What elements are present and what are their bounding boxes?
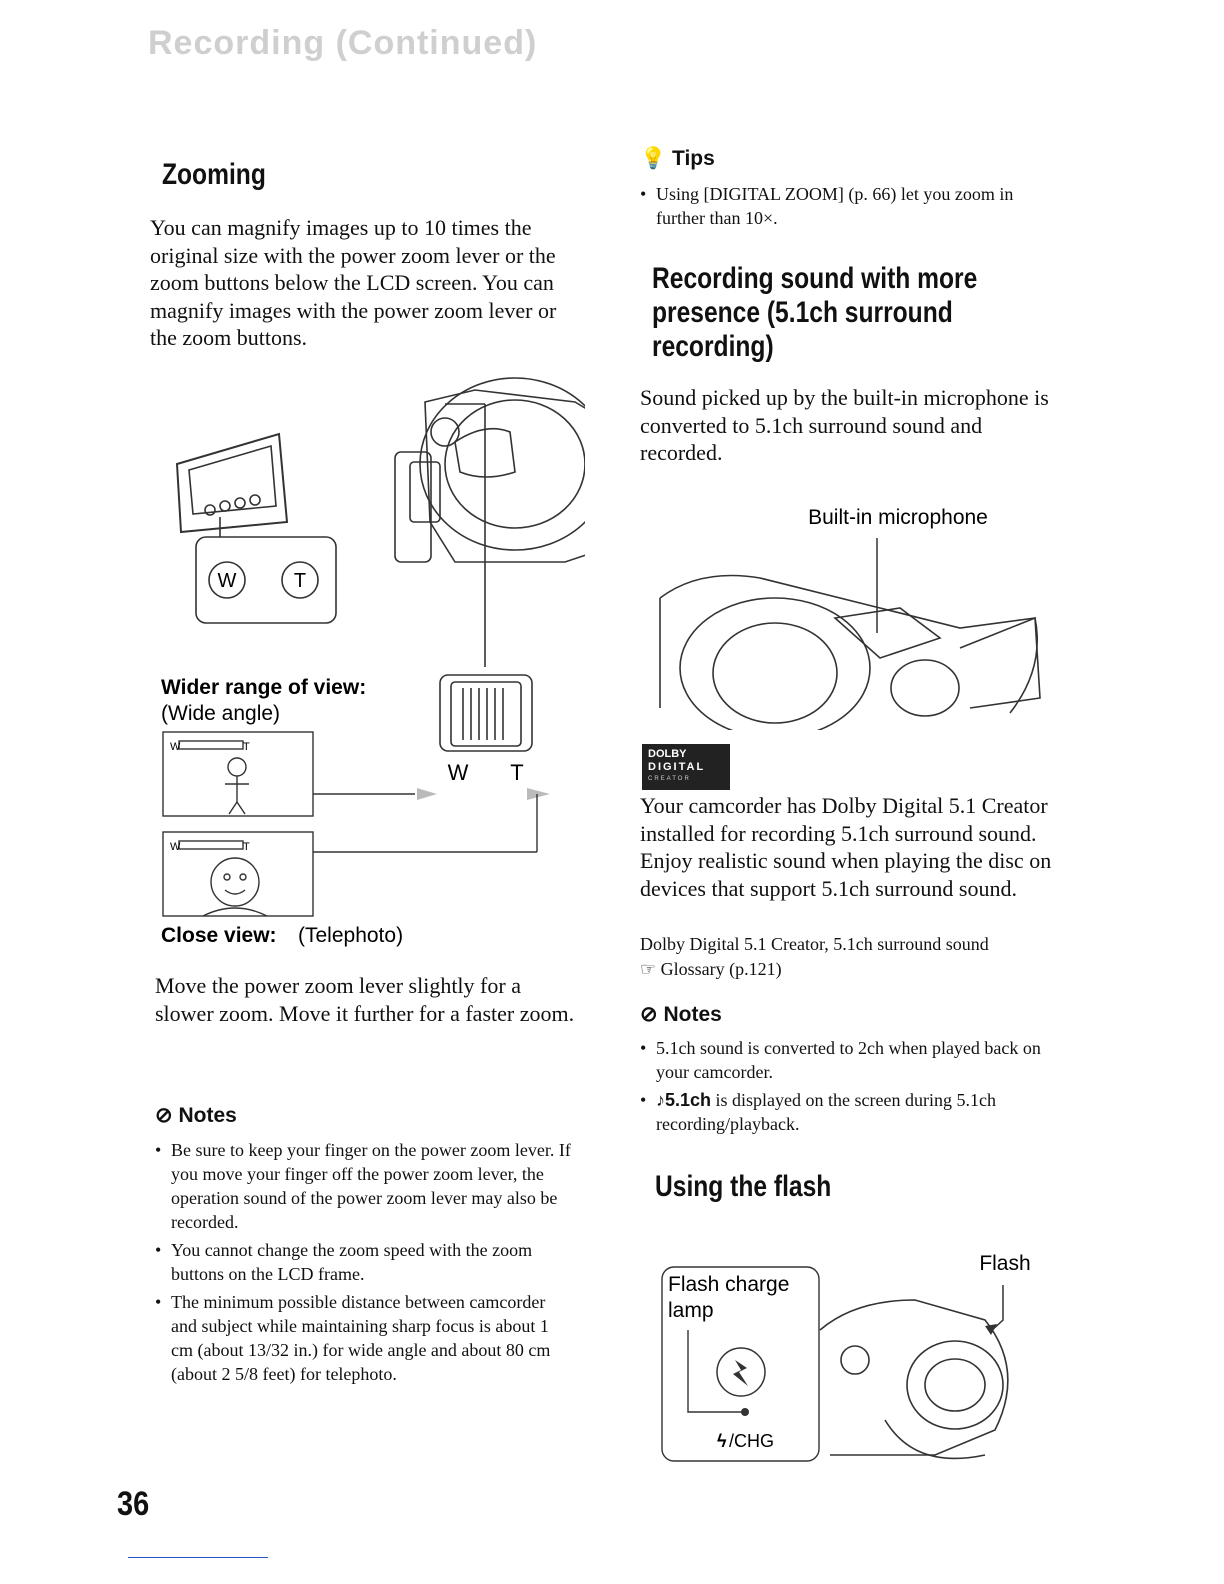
camcorder-top-illustration: [660, 576, 1040, 731]
flash-button-icon: [717, 1348, 765, 1396]
lightbulb-icon: 💡: [640, 147, 667, 170]
lever-t-label: T: [510, 760, 524, 785]
flash-heading: Using the flash: [655, 1170, 832, 1203]
zoom-lever-illustration: [440, 675, 532, 751]
zoom-diagram: [155, 372, 585, 952]
flash-charge-label-2: lamp: [668, 1299, 714, 1322]
wide-label: (Wide angle): [161, 702, 281, 725]
dolby-logo: [642, 744, 730, 790]
surround-indicator-icon: ♪5.1ch: [656, 1090, 712, 1110]
wide-screen-t: T: [243, 741, 250, 753]
chg-lamp-icon: [741, 1408, 749, 1416]
close-screen-w: W: [170, 841, 181, 853]
list-item: • Be sure to keep your finger on the power zoom lever. If you move your finger off the power zoom lever, the operation sound of the power zoom lever may also be recorded.: [155, 1138, 575, 1234]
close-screen-t: T: [243, 841, 250, 853]
surround-indicator-text: is displayed on the screen during 5.1ch recording/playback.: [656, 1090, 996, 1134]
list-item: • Using [DIGITAL ZOOM] (p. 66) let you zoom in further than 10×.: [640, 182, 1060, 230]
close-view-screen: [163, 832, 537, 916]
list-item: • 5.1ch sound is converted to 2ch when played back on your camcorder.: [640, 1036, 1070, 1084]
close-label: (Telephoto): [298, 924, 404, 947]
dolby-logo-mid: DIGITAL: [648, 761, 706, 773]
right-notes-list: [640, 1036, 1070, 1140]
notes-icon: ⊘: [155, 1104, 173, 1127]
zoom-button-t: T: [293, 570, 307, 592]
lever-w-label: W: [447, 760, 469, 785]
wide-arrow-icon: [417, 788, 437, 800]
surround-heading-line-1: Recording sound with more: [652, 262, 978, 295]
list-item: • The minimum possible distance between camcorder and subject while maintaining sharp focus is about 1 cm (about 13/32 in.) for wide angle and about 80 cm (about 2 5/8 feet) for telephoto.: [155, 1290, 575, 1386]
wide-label-bold: Wider range of view:: [161, 676, 367, 699]
glossary-pointer-icon: ☞: [640, 959, 657, 980]
list-item: [640, 1088, 1070, 1136]
glossary-line-2: Glossary (p.121): [660, 959, 782, 979]
surround-intro: Sound picked up by the built-in microphone is converted to 5.1ch surround sound and recorded.: [640, 385, 1049, 465]
dolby-logo-top: DOLBY: [648, 748, 687, 760]
dolby-text: Your camcorder has Dolby Digital 5.1 Creator installed for recording 5.1ch surround sound. Enjoy realistic sound when playing the disc on devices that support 5.1ch surround sound.: [640, 793, 1052, 901]
flash-bolt-icon: ϟ: [717, 1431, 727, 1451]
wide-view-screen: [163, 732, 415, 816]
flash-charge-label-1: Flash charge: [668, 1273, 790, 1296]
chg-label: /CHG: [729, 1431, 774, 1451]
close-label-bold: Close view:: [161, 924, 277, 947]
notes-icon: ⊘: [640, 1003, 658, 1026]
zooming-after: Move the power zoom lever slightly for a slower zoom. Move it further for a faster zoom.: [155, 973, 575, 1026]
left-notes-list: [155, 1138, 575, 1390]
surround-heading: [652, 262, 977, 364]
dolby-logo-bottom: CREATOR: [648, 776, 691, 782]
page-number: 36: [117, 1485, 150, 1523]
tips-heading-row: [640, 147, 715, 171]
footer-rule: [128, 1557, 268, 1558]
tips-heading: Tips: [672, 147, 715, 170]
glossary-row: [640, 957, 782, 982]
microphone-diagram: [640, 498, 1060, 730]
tele-arrow-icon: [527, 788, 550, 800]
surround-heading-line-3: recording): [652, 330, 774, 363]
list-item: • You cannot change the zoom speed with the zoom buttons on the LCD frame.: [155, 1238, 575, 1286]
wide-screen-w: W: [170, 741, 181, 753]
flash-label: Flash: [979, 1252, 1031, 1275]
left-notes-heading-row: [155, 1103, 237, 1128]
camcorder-front-illustration: [820, 1300, 1008, 1458]
zooming-intro: You can magnify images up to 10 times the original size with the power zoom lever or the zoom buttons below the LCD screen. You can magnify images with the power zoom lever or the zoom buttons.: [150, 215, 557, 350]
running-head: Recording (Continued): [148, 24, 538, 62]
tips-list: [640, 182, 1060, 234]
zoom-button-w: W: [217, 570, 237, 592]
zooming-heading: Zooming: [162, 158, 266, 191]
right-notes-heading-row: [640, 1002, 722, 1027]
right-notes-heading: Notes: [663, 1003, 722, 1026]
mic-label: Built-in microphone: [808, 506, 988, 529]
left-notes-heading: Notes: [178, 1104, 237, 1127]
glossary-line-1: Dolby Digital 5.1 Creator, 5.1ch surround sound: [640, 934, 989, 954]
surround-heading-line-2: presence (5.1ch surround: [652, 296, 953, 329]
flash-diagram: [655, 1240, 1045, 1470]
